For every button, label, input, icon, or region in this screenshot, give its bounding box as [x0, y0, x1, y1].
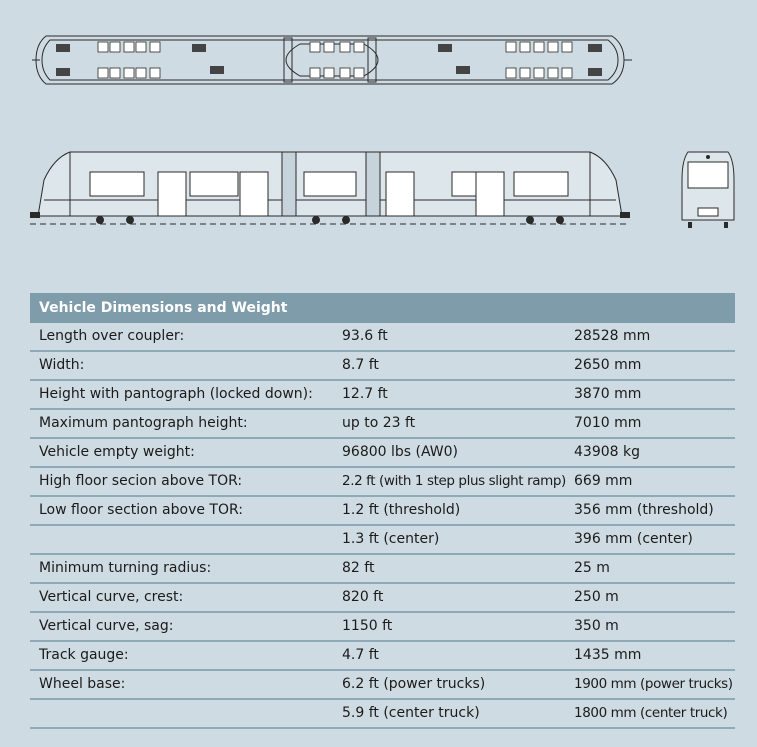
row-metric: 396 mm (center)	[574, 531, 693, 547]
table-row	[30, 642, 735, 671]
table-row	[30, 671, 735, 700]
end-view-drawing	[678, 150, 738, 230]
row-metric: 1800 mm (center truck)	[574, 705, 728, 721]
row-metric: 356 mm (threshold)	[574, 502, 714, 518]
row-imperial: 6.2 ft (power trucks)	[342, 676, 486, 692]
row-imperial: 1.3 ft (center)	[342, 531, 440, 547]
row-imperial: 96800 lbs (AW0)	[342, 444, 458, 460]
row-label: Vertical curve, crest:	[39, 589, 184, 605]
row-metric: 2650 mm	[574, 357, 642, 373]
row-label: Vehicle empty weight:	[39, 444, 195, 460]
row-imperial: 4.7 ft	[342, 647, 379, 663]
row-metric: 669 mm	[574, 473, 633, 489]
table-row	[30, 526, 735, 555]
row-imperial: up to 23 ft	[342, 415, 416, 431]
row-imperial: 12.7 ft	[342, 386, 388, 402]
row-label: Width:	[39, 357, 85, 373]
row-imperial: 93.6 ft	[342, 328, 388, 344]
row-imperial: 5.9 ft (center truck)	[342, 705, 480, 721]
table-row	[30, 410, 735, 439]
row-imperial: 8.7 ft	[342, 357, 379, 373]
vehicle-drawings	[0, 0, 757, 290]
row-imperial: 1.2 ft (threshold)	[342, 502, 461, 518]
row-label: Vertical curve, sag:	[39, 618, 174, 634]
row-metric: 25 m	[574, 560, 610, 576]
row-metric: 350 m	[574, 618, 619, 634]
table-row	[30, 700, 735, 729]
table-row	[30, 497, 735, 526]
row-label: Height with pantograph (locked down):	[39, 386, 313, 402]
row-metric: 28528 mm	[574, 328, 651, 344]
row-label: Minimum turning radius:	[39, 560, 212, 576]
table-row	[30, 352, 735, 381]
row-imperial: 82 ft	[342, 560, 375, 576]
row-imperial: 2.2 ft (with 1 step plus slight ramp)	[342, 473, 566, 489]
table-row	[30, 323, 735, 352]
row-label: Track gauge:	[39, 647, 129, 663]
side-view-drawing	[30, 150, 630, 230]
row-label: Maximum pantograph height:	[39, 415, 248, 431]
row-label: Low floor section above TOR:	[39, 502, 244, 518]
table-row	[30, 439, 735, 468]
row-metric: 43908 kg	[574, 444, 640, 460]
row-label: Length over coupler:	[39, 328, 185, 344]
plan-view-drawing	[32, 30, 632, 90]
table-row	[30, 584, 735, 613]
row-metric: 3870 mm	[574, 386, 642, 402]
table-row	[30, 613, 735, 642]
table-title: Vehicle Dimensions and Weight	[30, 293, 735, 323]
table-row	[30, 555, 735, 584]
row-label: Wheel base:	[39, 676, 126, 692]
row-label: High floor secion above TOR:	[39, 473, 243, 489]
table-row	[30, 468, 735, 497]
table-row	[30, 381, 735, 410]
row-metric: 1435 mm	[574, 647, 642, 663]
row-imperial: 1150 ft	[342, 618, 393, 634]
row-imperial: 820 ft	[342, 589, 384, 605]
vehicle-dimensions-table	[30, 293, 735, 729]
row-metric: 7010 mm	[574, 415, 642, 431]
row-metric: 250 m	[574, 589, 619, 605]
row-metric: 1900 mm (power trucks)	[574, 676, 733, 692]
